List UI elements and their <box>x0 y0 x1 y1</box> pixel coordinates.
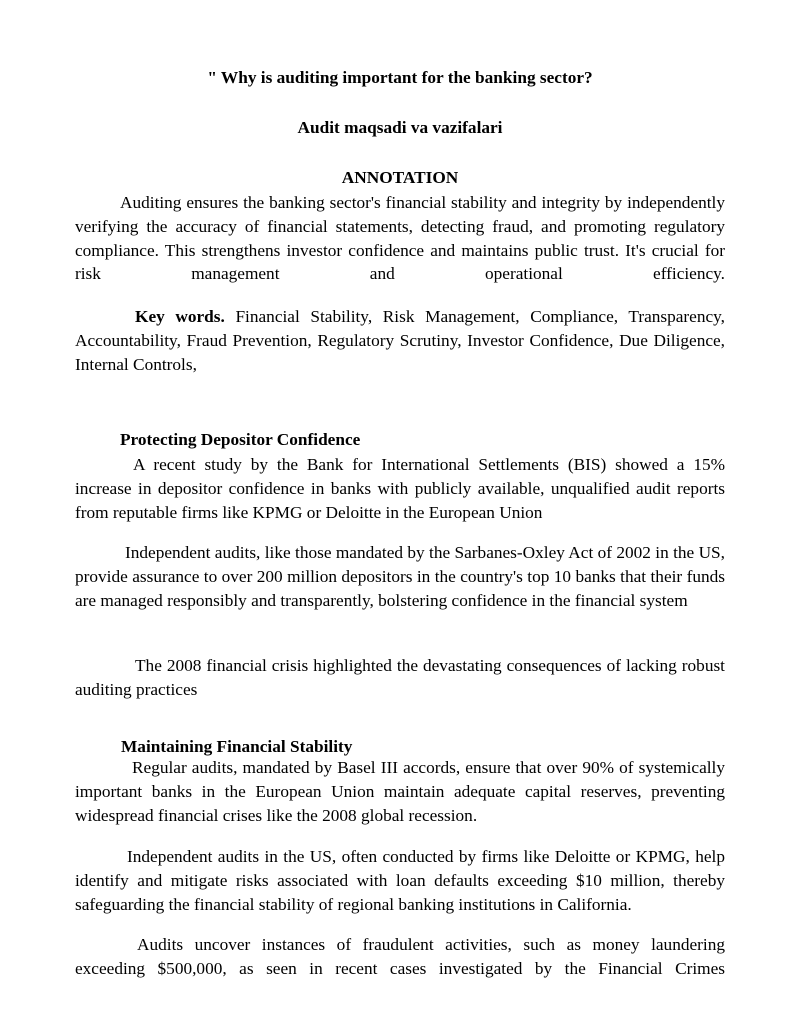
keywords-label: Key words. <box>135 307 225 326</box>
annotation-heading: ANNOTATION <box>341 168 459 187</box>
section-heading: Protecting Depositor Confidence <box>120 430 361 449</box>
document-title: " Why is auditing important for the banking sector? <box>207 68 593 87</box>
section-heading: Maintaining Financial Stability <box>121 737 353 756</box>
section-paragraph: A recent study by the Bank for International Settlements (BIS) showed a 15% increase in depositor confidence in banks with publicly available, unqualified audit reports from reputable firms like KPMG or Deloitte in the European Union <box>75 455 725 522</box>
section-paragraph: Independent audits, like those mandated by the Sarbanes-Oxley Act of 2002 in the US, provide assurance to over 200 million depositors in the country's top 10 banks that their funds are managed responsibly and transparently, bolstering confidence in the financial system <box>75 543 725 610</box>
section-paragraph: Audits uncover instances of fraudulent activities, such as money laundering exceeding $500,000, as seen in recent cases investigated by the Financial Crimes <box>75 935 725 978</box>
keywords-text: Financial Stability, Risk Management, Compliance, Transparency, Accountability, Fraud Prevention, Regulatory Scrutiny, Investor Confidence, Due Diligence, Internal Controls, <box>75 307 725 374</box>
annotation-paragraph: Auditing ensures the banking sector's financial stability and integrity by independently verifying the accuracy of financial statements, detecting fraud, and promoting regulatory compliance. This strengthens investor confidence and maintains public trust. It's crucial for risk management and operational efficiency. <box>75 193 725 284</box>
keywords-paragraph <box>75 305 725 376</box>
section-paragraph: The 2008 financial crisis highlighted the devastating consequences of lacking robust auditing practices <box>75 656 725 699</box>
section-paragraph: Regular audits, mandated by Basel III accords, ensure that over 90% of systemically important banks in the European Union maintain adequate capital reserves, preventing widespread financial crises like the 2008 global recession. <box>75 758 725 825</box>
section-paragraph: Independent audits in the US, often conducted by firms like Deloitte or KPMG, help identify and mitigate risks associated with loan defaults exceeding $10 million, thereby safeguarding the financial stability of regional banking institutions in California. <box>75 847 725 914</box>
document-subtitle: Audit maqsadi va vazifalari <box>297 118 503 137</box>
